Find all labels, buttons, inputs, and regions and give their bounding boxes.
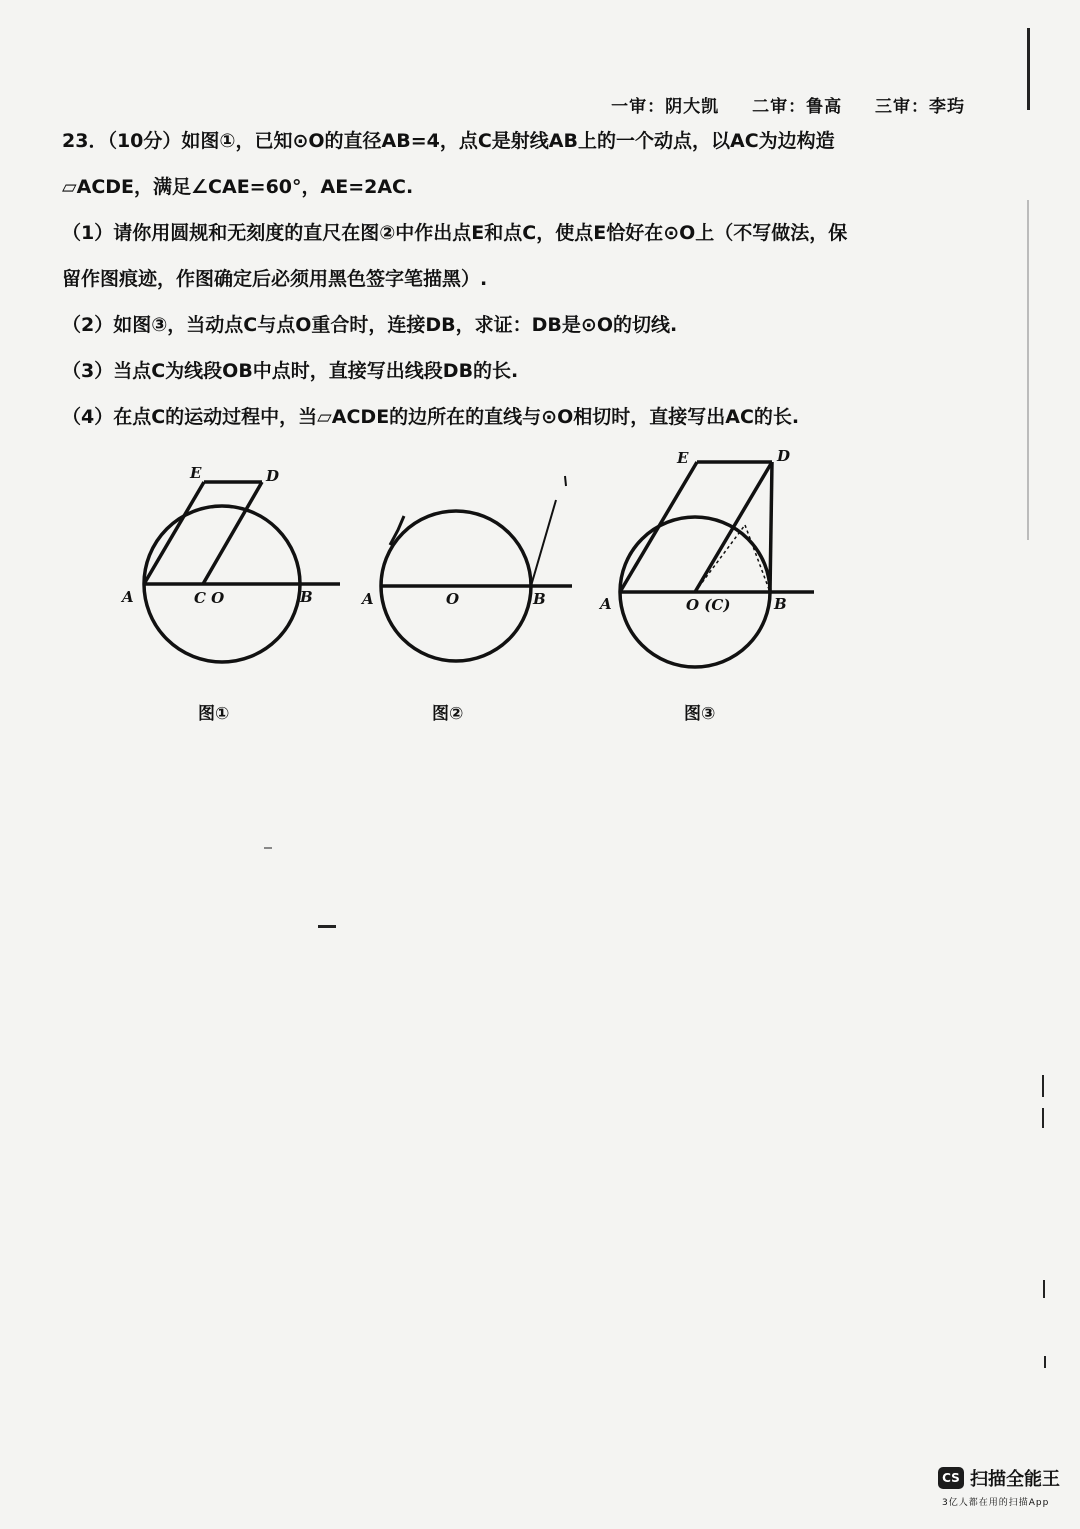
scan-dash-mark (318, 925, 336, 928)
fig2-label-a: A (362, 590, 374, 608)
question-part1-line2: 留作图痕迹，作图确定后必须用黑色签字笔描黑）. (62, 268, 488, 290)
fig3-caption: 图③ (684, 704, 716, 724)
scan-edge-mark (1044, 1356, 1046, 1368)
fig2-caption: 图② (432, 704, 464, 724)
question-part2: （2）如图③，当动点C与点O重合时，连接DB，求证：DB是⊙O的切线. (62, 314, 678, 336)
fig3-label-a: A (600, 595, 612, 613)
fig3-label-oc: O (C) (686, 596, 731, 614)
fig3-label-e: E (677, 449, 689, 467)
fig1-side-dc (203, 482, 262, 584)
fig2-tick-mark (565, 476, 566, 486)
fig1-caption: 图① (198, 704, 230, 724)
reviewer-1: 一审：阴大凯 (611, 97, 720, 117)
scan-edge-mark (1042, 1075, 1044, 1097)
scanner-app-name: 扫描全能王 (970, 1469, 1060, 1490)
question-part1-line1: （1）请你用圆规和无刻度的直尺在图②中作出点E和点C，使点E恰好在⊙O上（不写做法，保 (62, 222, 848, 244)
scan-edge-mark (1043, 1280, 1045, 1298)
question-stem-line1: 23．（10分）如图①，已知⊙O的直径AB=4，点C是射线AB上的一个动点，以AC为边构造 (62, 130, 835, 152)
fig1-side-ae (144, 482, 204, 584)
question-part3: （3）当点C为线段OB中点时，直接写出线段DB的长. (62, 360, 519, 382)
figure-2 (381, 476, 572, 661)
question-part4: （4）在点C的运动过程中，当▱ACDE的边所在的直线与⊙O相切时，直接写出AC的长. (62, 406, 800, 428)
fig1-label-co: C O (194, 589, 225, 607)
figure-3 (620, 462, 814, 667)
fig3-label-b: B (774, 595, 787, 613)
scanner-watermark (938, 1465, 1066, 1511)
fig1-label-d: D (266, 467, 280, 485)
scan-edge-mark (1027, 28, 1030, 110)
fig1-label-b: B (300, 588, 313, 606)
fig2-construction-line (531, 500, 556, 586)
reviewer-2: 二审：鲁高 (752, 97, 843, 117)
fig2-label-b: B (533, 590, 546, 608)
scan-edge-mark (1042, 1108, 1044, 1128)
question-stem-line2: ▱ACDE，满足∠CAE=60°，AE=2AC. (62, 176, 414, 198)
fig1-label-e: E (190, 464, 202, 482)
geometry-figures (0, 0, 1080, 760)
fig3-segment-db (770, 462, 772, 592)
scan-edge-mark (1027, 200, 1029, 540)
fig3-dashed-radius (695, 525, 745, 592)
scanner-tagline: 3亿人都在用的扫描App (942, 1498, 1050, 1508)
fig3-label-d: D (777, 447, 791, 465)
scan-dash-mark (264, 847, 272, 849)
scanner-logo-icon: CS (938, 1467, 964, 1489)
fig2-label-o: O (446, 590, 460, 608)
fig3-side-ae (620, 462, 697, 592)
fig3-side-dc (695, 462, 772, 592)
reviewer-3: 三审：李玙 (875, 97, 965, 117)
fig3-dashed-chord (745, 525, 770, 592)
figure-1 (144, 482, 340, 662)
fig1-label-a: A (122, 588, 134, 606)
